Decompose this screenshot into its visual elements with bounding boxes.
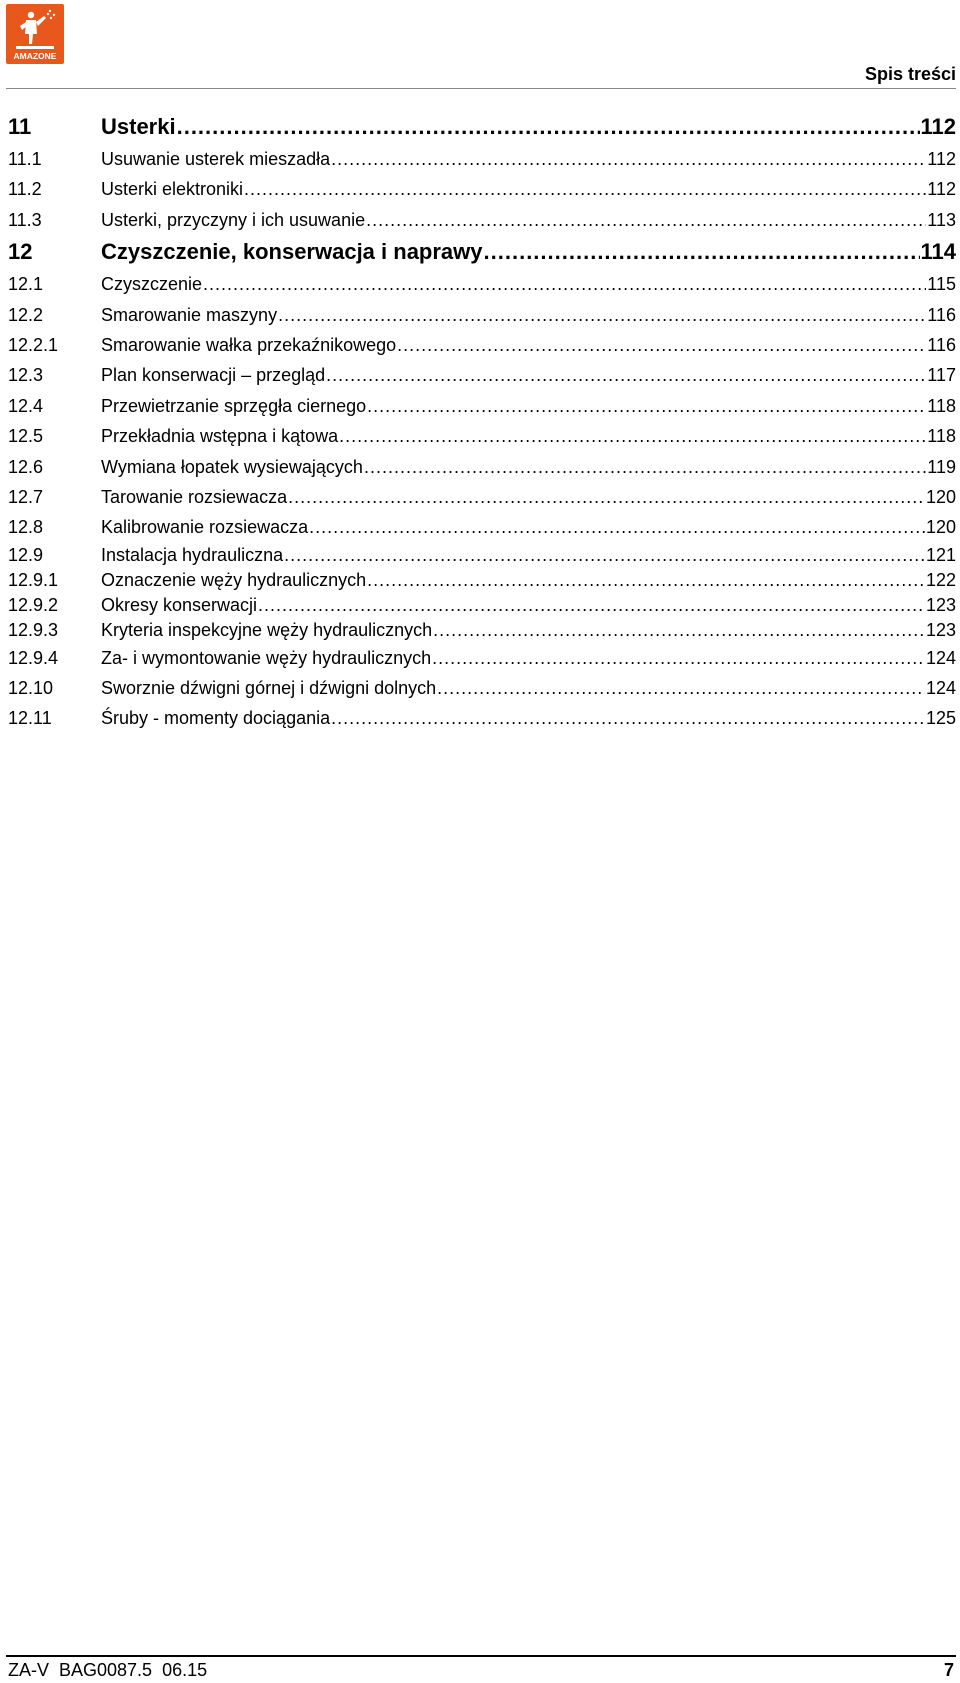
toc-entry-title[interactable]: Usterki (101, 114, 176, 139)
page-header-title: Spis treści (864, 64, 956, 84)
toc-entry-number: 11.2 (8, 179, 42, 200)
toc-entry-page[interactable]: 112 (927, 149, 956, 169)
amazone-logo (6, 4, 64, 64)
toc-dot-leader (331, 703, 925, 733)
toc-entry[interactable] (8, 174, 956, 204)
toc-entry-page[interactable]: 124 (925, 647, 956, 668)
toc-dot-leader (244, 174, 926, 204)
svg-text:AMAZONE: AMAZONE (13, 51, 57, 61)
toc-entry-title[interactable]: Okresy konserwacji (101, 594, 258, 615)
toc-dot-leader (309, 512, 925, 542)
toc-dot-leader (432, 643, 925, 673)
toc-entry-number: 12.6 (8, 456, 44, 477)
toc-entry-number: 12.3 (8, 365, 44, 386)
toc-entry[interactable] (8, 300, 956, 330)
footer-divider (6, 1655, 956, 1657)
toc-entry-title[interactable]: Czyszczenie, konserwacja i naprawy (101, 239, 483, 265)
toc-entry[interactable] (8, 593, 956, 618)
toc-entry[interactable] (8, 452, 956, 482)
toc-entry-number: 12.9.3 (8, 619, 59, 640)
toc-entry-page[interactable]: 114 (920, 239, 956, 265)
toc-entry-page[interactable]: 112 (920, 114, 956, 139)
toc-entry[interactable] (8, 543, 956, 568)
toc-dot-leader (364, 452, 926, 482)
toc-entry[interactable] (8, 269, 956, 299)
toc-entry[interactable] (8, 360, 956, 390)
toc-entry-page[interactable]: 118 (927, 395, 956, 416)
toc-entry-page[interactable]: 116 (927, 334, 956, 355)
toc-dot-leader (339, 421, 926, 451)
toc-dot-leader (366, 205, 926, 235)
toc-entry[interactable] (8, 421, 956, 451)
toc-entry-title[interactable]: Smarowanie maszyny (101, 304, 278, 325)
toc-dot-leader (397, 330, 926, 360)
toc-dot-leader (278, 300, 926, 330)
toc-entry-title[interactable]: Czyszczenie (101, 274, 203, 295)
toc-entry-page[interactable]: 116 (927, 304, 956, 325)
toc-entry[interactable] (8, 673, 956, 703)
toc-entry-page[interactable]: 125 (925, 708, 956, 729)
toc-entry-number: 12.10 (8, 678, 54, 699)
header-divider (6, 88, 956, 89)
footer-document-id: ZA-V BAG0087.5 06.15 (8, 1660, 208, 1680)
toc-entry-number: 12.1 (8, 274, 44, 295)
toc-entry-page[interactable]: 119 (927, 456, 956, 477)
toc-entry-page[interactable]: 115 (927, 274, 956, 295)
toc-entry-page[interactable]: 123 (925, 619, 956, 640)
toc-entry-number: 12.9.1 (8, 569, 59, 590)
toc-entry-title[interactable]: Oznaczenie węży hydraulicznych (101, 569, 367, 590)
toc-entry[interactable] (8, 512, 956, 542)
toc-entry-title[interactable]: Sworznie dźwigni górnej i dźwigni dolnych (101, 678, 437, 699)
toc-entry[interactable] (8, 330, 956, 360)
toc-entry-page[interactable]: 118 (927, 426, 956, 447)
toc-entry-number: 12.4 (8, 395, 44, 416)
toc-entry-title[interactable]: Usuwanie usterek mieszadła (101, 149, 331, 169)
toc-entry-number: 12.2.1 (8, 334, 59, 355)
toc-entry-number: 12.5 (8, 426, 44, 447)
toc-dot-leader (484, 235, 920, 269)
table-of-contents (8, 110, 956, 734)
toc-entry-page[interactable]: 112 (927, 179, 956, 200)
toc-entry-title[interactable]: Śruby - momenty dociągania (101, 708, 331, 729)
toc-entry[interactable] (8, 703, 956, 733)
toc-entry[interactable] (8, 618, 956, 643)
toc-dot-leader (258, 593, 925, 618)
toc-dot-leader (367, 568, 925, 593)
toc-entry-page[interactable]: 122 (925, 569, 956, 590)
toc-entry-title[interactable]: Smarowanie wałka przekaźnikowego (101, 334, 397, 355)
toc-entry-title[interactable]: Przekładnia wstępna i kątowa (101, 426, 339, 447)
toc-entry-title[interactable]: Kryteria inspekcyjne węży hydraulicznych (101, 619, 433, 640)
toc-entry-number: 11.3 (8, 209, 42, 230)
toc-entry-page[interactable]: 123 (925, 594, 956, 615)
toc-entry[interactable] (8, 144, 956, 174)
toc-entry-title[interactable]: Tarowanie rozsiewacza (101, 486, 288, 507)
toc-entry[interactable] (8, 110, 956, 144)
toc-entry-title[interactable]: Za- i wymontowanie węży hydraulicznych (101, 647, 432, 668)
toc-dot-leader (203, 269, 926, 299)
toc-dot-leader (326, 360, 926, 390)
toc-entry-page[interactable]: 124 (925, 678, 956, 699)
toc-entry-page[interactable]: 120 (925, 486, 956, 507)
toc-entry-number: 12.2 (8, 304, 44, 325)
toc-entry-number: 12.9.4 (8, 647, 59, 668)
toc-dot-leader (367, 391, 926, 421)
toc-entry-title[interactable]: Przewietrzanie sprzęgła ciernego (101, 395, 367, 416)
toc-entry-number: 11.1 (8, 149, 42, 169)
toc-dot-leader (433, 618, 925, 643)
footer-page-number: 7 (943, 1660, 954, 1680)
toc-entry[interactable] (8, 391, 956, 421)
toc-entry-number: 12.11 (8, 708, 52, 729)
toc-entry-number: 12.9 (8, 544, 44, 565)
toc-entry-title[interactable]: Instalacja hydrauliczna (101, 544, 284, 565)
toc-entry-title[interactable]: Usterki, przyczyny i ich usuwanie (101, 209, 366, 230)
toc-entry-title[interactable]: Wymiana łopatek wysiewających (101, 456, 363, 477)
toc-entry-number: 12.9.2 (8, 594, 59, 615)
toc-entry-title[interactable]: Usterki elektroniki (101, 179, 244, 200)
toc-entry-title[interactable]: Kalibrowanie rozsiewacza (101, 517, 309, 538)
toc-entry-page[interactable]: 113 (927, 209, 956, 230)
toc-entry-number: 12 (8, 239, 33, 265)
toc-entry-page[interactable]: 120 (925, 517, 956, 538)
toc-entry[interactable] (8, 643, 956, 673)
toc-entry-page[interactable]: 121 (925, 544, 956, 565)
toc-dot-leader (177, 110, 920, 144)
toc-entry-number: 12.8 (8, 517, 44, 538)
toc-entry[interactable] (8, 482, 956, 512)
toc-entry-number: 12.7 (8, 486, 44, 507)
toc-entry-page[interactable]: 117 (927, 365, 956, 386)
toc-dot-leader (284, 543, 925, 568)
toc-dot-leader (331, 144, 926, 174)
toc-dot-leader (437, 673, 925, 703)
toc-dot-leader (288, 482, 925, 512)
toc-entry[interactable] (8, 205, 956, 235)
toc-entry-title[interactable]: Plan konserwacji – przegląd (101, 365, 326, 386)
toc-entry[interactable] (8, 235, 956, 269)
toc-entry[interactable] (8, 568, 956, 593)
toc-entry-number: 11 (8, 114, 32, 139)
